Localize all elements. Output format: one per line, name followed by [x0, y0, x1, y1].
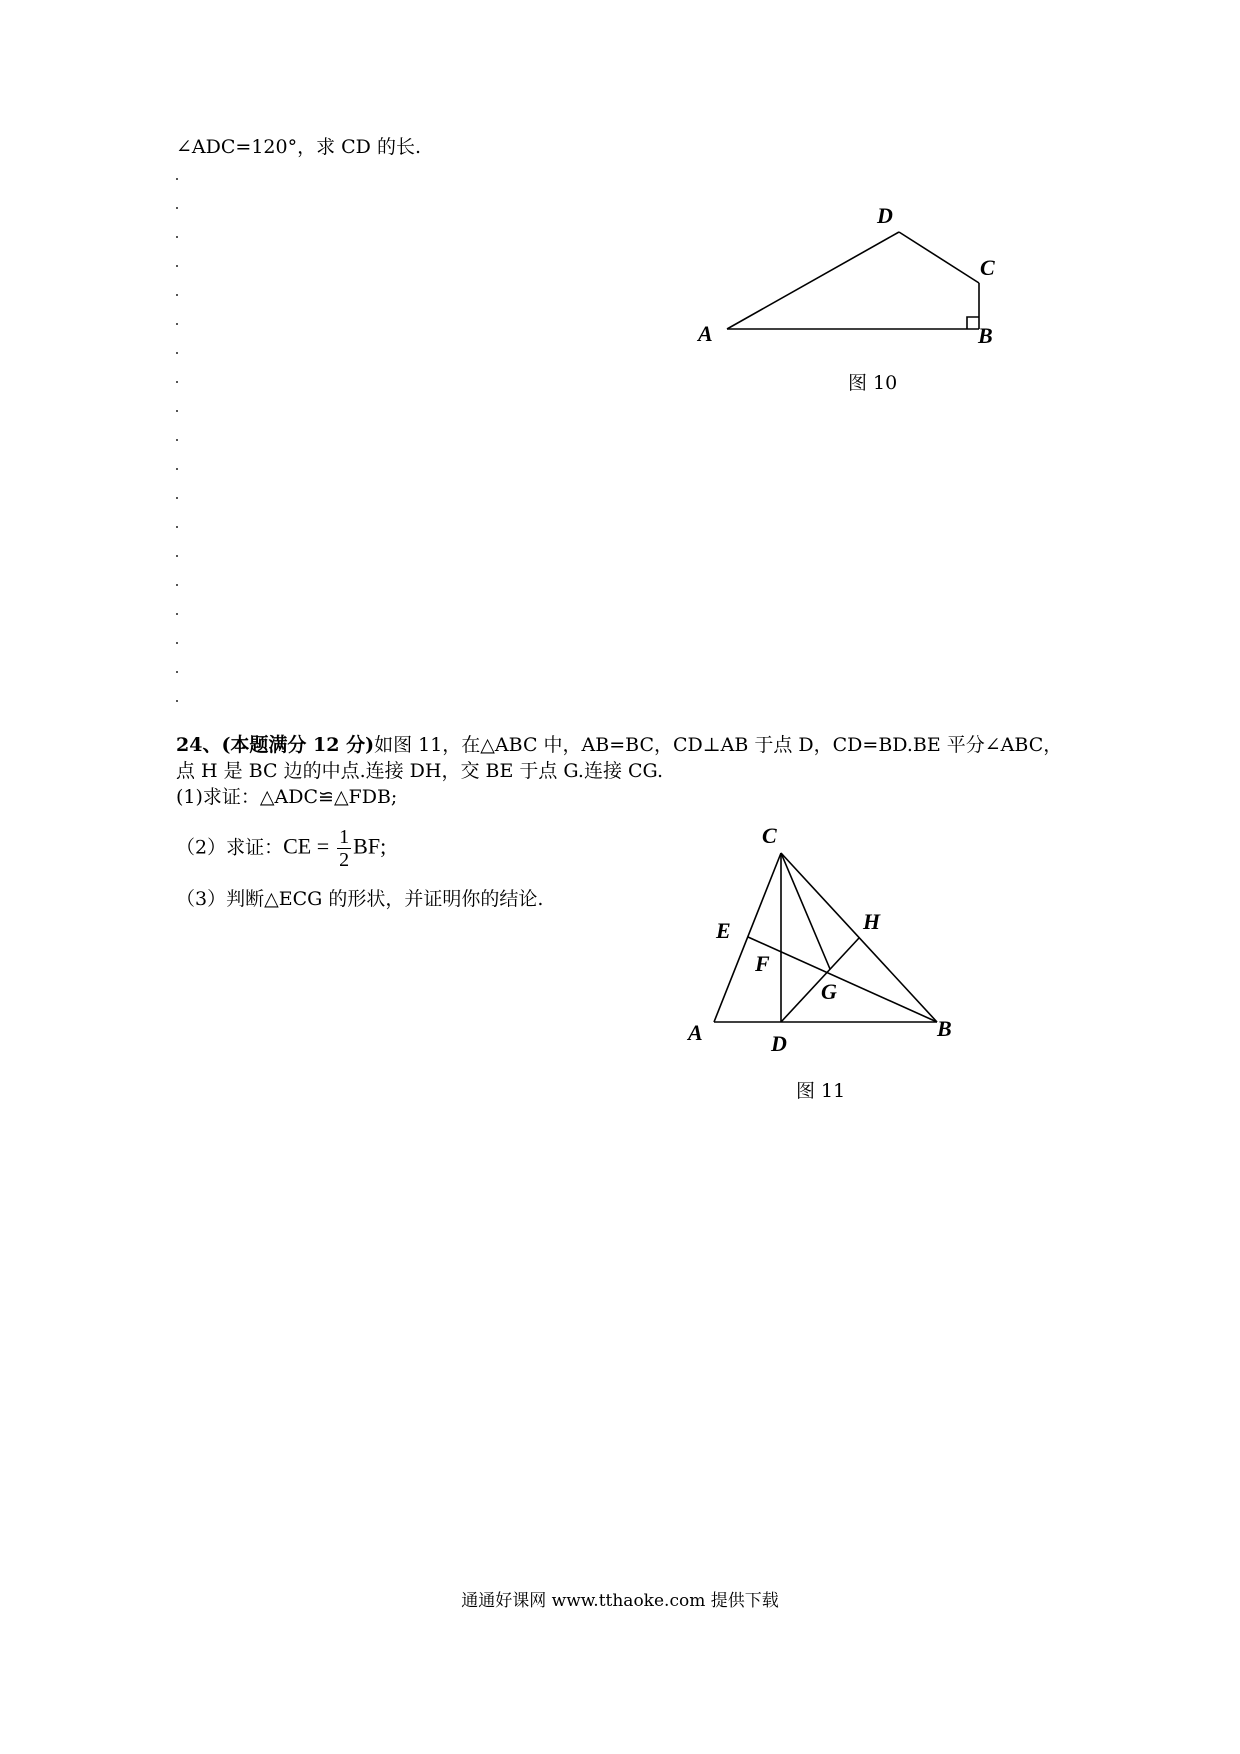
part-2-prefix: （2）求证：	[176, 836, 284, 859]
problem-24-statement	[176, 732, 1076, 810]
label-a: A	[688, 1020, 703, 1045]
part-2-rhs: BF;	[353, 833, 387, 859]
problem-24-heading: 24、(本题满分 12 分)	[176, 734, 375, 756]
label-a: A	[698, 321, 713, 346]
figure-10-caption: 图 10	[848, 372, 898, 394]
problem-24-part-1: (1)求证：△ADC≌△FDB;	[176, 786, 398, 808]
problem-24-line-1	[176, 732, 1076, 758]
label-c: C	[980, 255, 995, 280]
label-f: F	[755, 951, 770, 976]
segment-cg	[781, 853, 830, 969]
label-d: D	[771, 1031, 787, 1056]
figure-11-caption: 图 11	[796, 1080, 846, 1102]
fraction-numerator: 1	[339, 826, 350, 848]
problem-24-text-1: 如图 11，在△ABC 中，AB=BC，CD⊥AB 于点 D，CD=BD.BE 平分∠ABC，	[374, 734, 1063, 756]
problem-24-part-2	[176, 826, 386, 871]
problem-24-line-2: 点 H 是 BC 边的中点.连接 DH，交 BE 于点 G.连接 CG.	[176, 760, 664, 782]
segment-be	[748, 937, 937, 1022]
segment-cd	[899, 232, 979, 283]
label-h: H	[863, 909, 881, 934]
label-d: D	[877, 203, 893, 228]
problem-24-part-3: （3）判断△ECG 的形状，并证明你的结论.	[176, 888, 544, 910]
segment-da	[727, 232, 899, 329]
label-b: B	[978, 323, 993, 348]
figure-11-diagram	[680, 815, 990, 1065]
page-footer: 通通好课网 www.tthaoke.com 提供下载	[461, 1591, 779, 1611]
figure-10-diagram	[680, 195, 1020, 355]
label-b: B	[937, 1016, 952, 1041]
problem-23-question-tail: ∠ADC=120°，求 CD 的长.	[176, 136, 421, 158]
label-c: C	[762, 823, 777, 848]
part-2-lhs: CE =	[283, 833, 330, 859]
segment-dh	[781, 938, 859, 1022]
label-e: E	[716, 918, 731, 943]
fraction-one-half	[337, 826, 351, 871]
fraction-denominator: 2	[339, 849, 350, 871]
label-g: G	[821, 979, 837, 1004]
